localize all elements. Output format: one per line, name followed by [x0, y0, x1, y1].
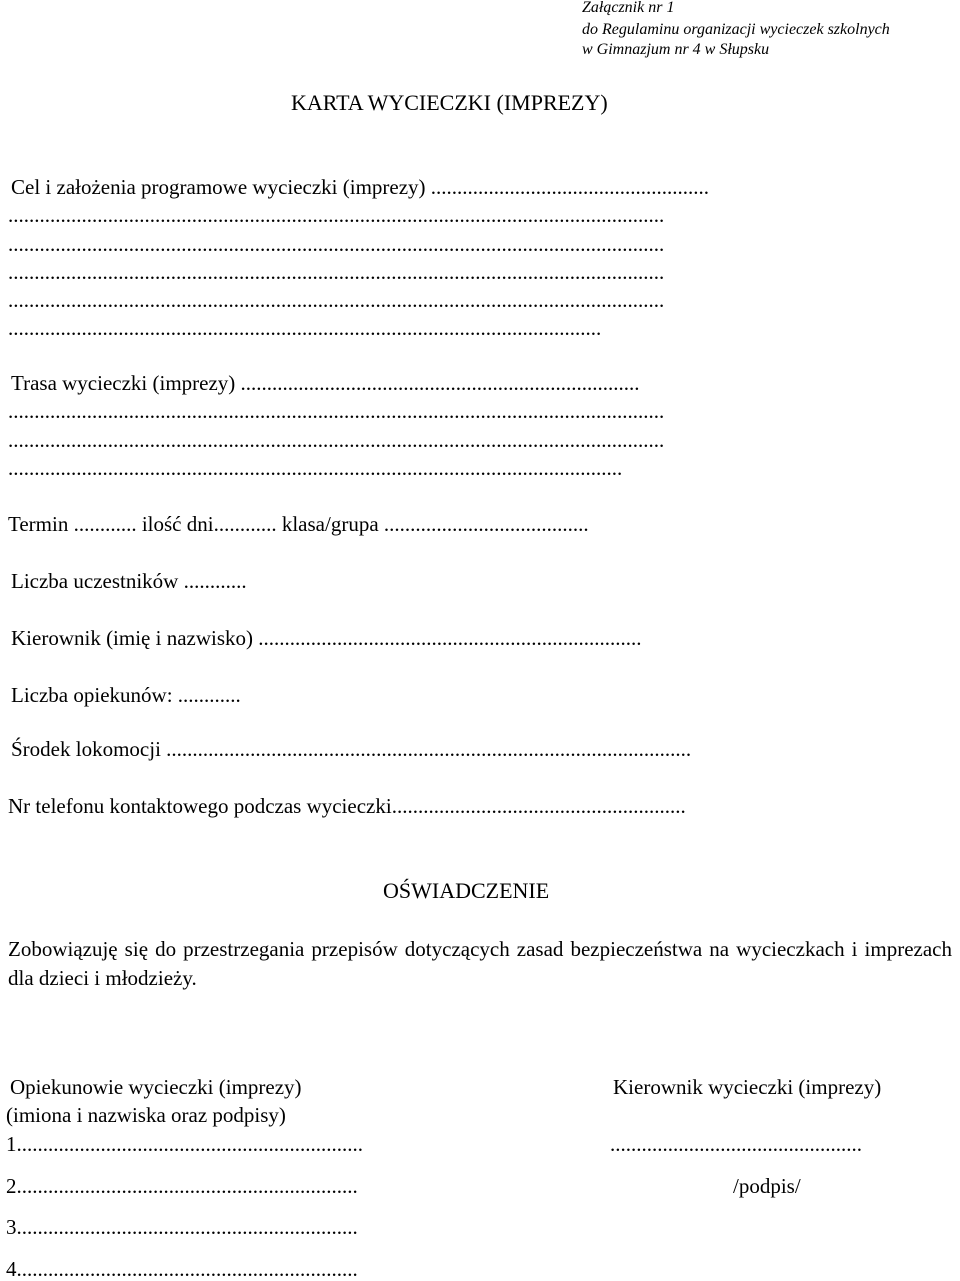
guardians-count-field: Liczba opiekunów: ............: [11, 683, 241, 707]
leader-field: Kierownik (imię i nazwisko) .........................................................................: [11, 626, 642, 650]
statement-text: Zobowiązuję się do przestrzegania przepisów dotyczących zasad bezpieczeństwa na wycieczkach i imprezach dla dzieci i młodzieży.: [8, 937, 952, 990]
goal-line-3: .............................................................................................................................: [8, 262, 665, 283]
participants-field: Liczba uczestników ............: [11, 569, 247, 593]
annex-number: Załącznik nr 1: [582, 0, 675, 16]
transport-field: Środek lokomocji ....................................................................................................: [11, 737, 692, 761]
route-line-1: .............................................................................................................................: [8, 401, 665, 422]
phone-field: Nr telefonu kontaktowego podczas wycieczki........................................................: [8, 794, 686, 818]
goal-field: Cel i założenia programowe wycieczki (imprezy) .....................................................: [11, 175, 710, 199]
annex-school: w Gimnazjum nr 4 w Słupsku: [582, 41, 770, 58]
guardian-line-2: 2.................................................................: [6, 1176, 358, 1197]
document-title: KARTA WYCIECZKI (IMPREZY): [291, 90, 608, 115]
goal-line-2: .............................................................................................................................: [8, 234, 665, 255]
goal-line-1: .............................................................................................................................: [8, 205, 665, 226]
guardian-line-1: 1..................................................................: [6, 1134, 363, 1155]
route-field: Trasa wycieczki (imprezy) ............................................................................: [11, 371, 640, 395]
guardian-line-4: 4.................................................................: [6, 1259, 358, 1280]
route-line-3: .....................................................................................................................: [8, 458, 623, 479]
statement-heading: OŚWIADCZENIE: [383, 878, 550, 903]
annex-regulation: do Regulaminu organizacji wycieczek szkolnych: [582, 21, 890, 38]
leader-signature-caption: /podpis/: [733, 1174, 801, 1198]
leader-sign-label: Kierownik wycieczki (imprezy): [613, 1075, 882, 1099]
leader-sign-line: ................................................: [610, 1134, 862, 1155]
route-line-2: .............................................................................................................................: [8, 430, 665, 451]
guardians-label: Opiekunowie wycieczki (imprezy): [10, 1075, 302, 1099]
guardians-sublabel: (imiona i nazwiska oraz podpisy): [6, 1103, 286, 1127]
goal-line-5: .................................................................................................................: [8, 318, 602, 339]
term-field: Termin ............ ilość dni............ klasa/grupa .......................................: [8, 512, 589, 536]
guardian-line-3: 3.................................................................: [6, 1217, 358, 1238]
goal-line-4: .............................................................................................................................: [8, 290, 665, 311]
